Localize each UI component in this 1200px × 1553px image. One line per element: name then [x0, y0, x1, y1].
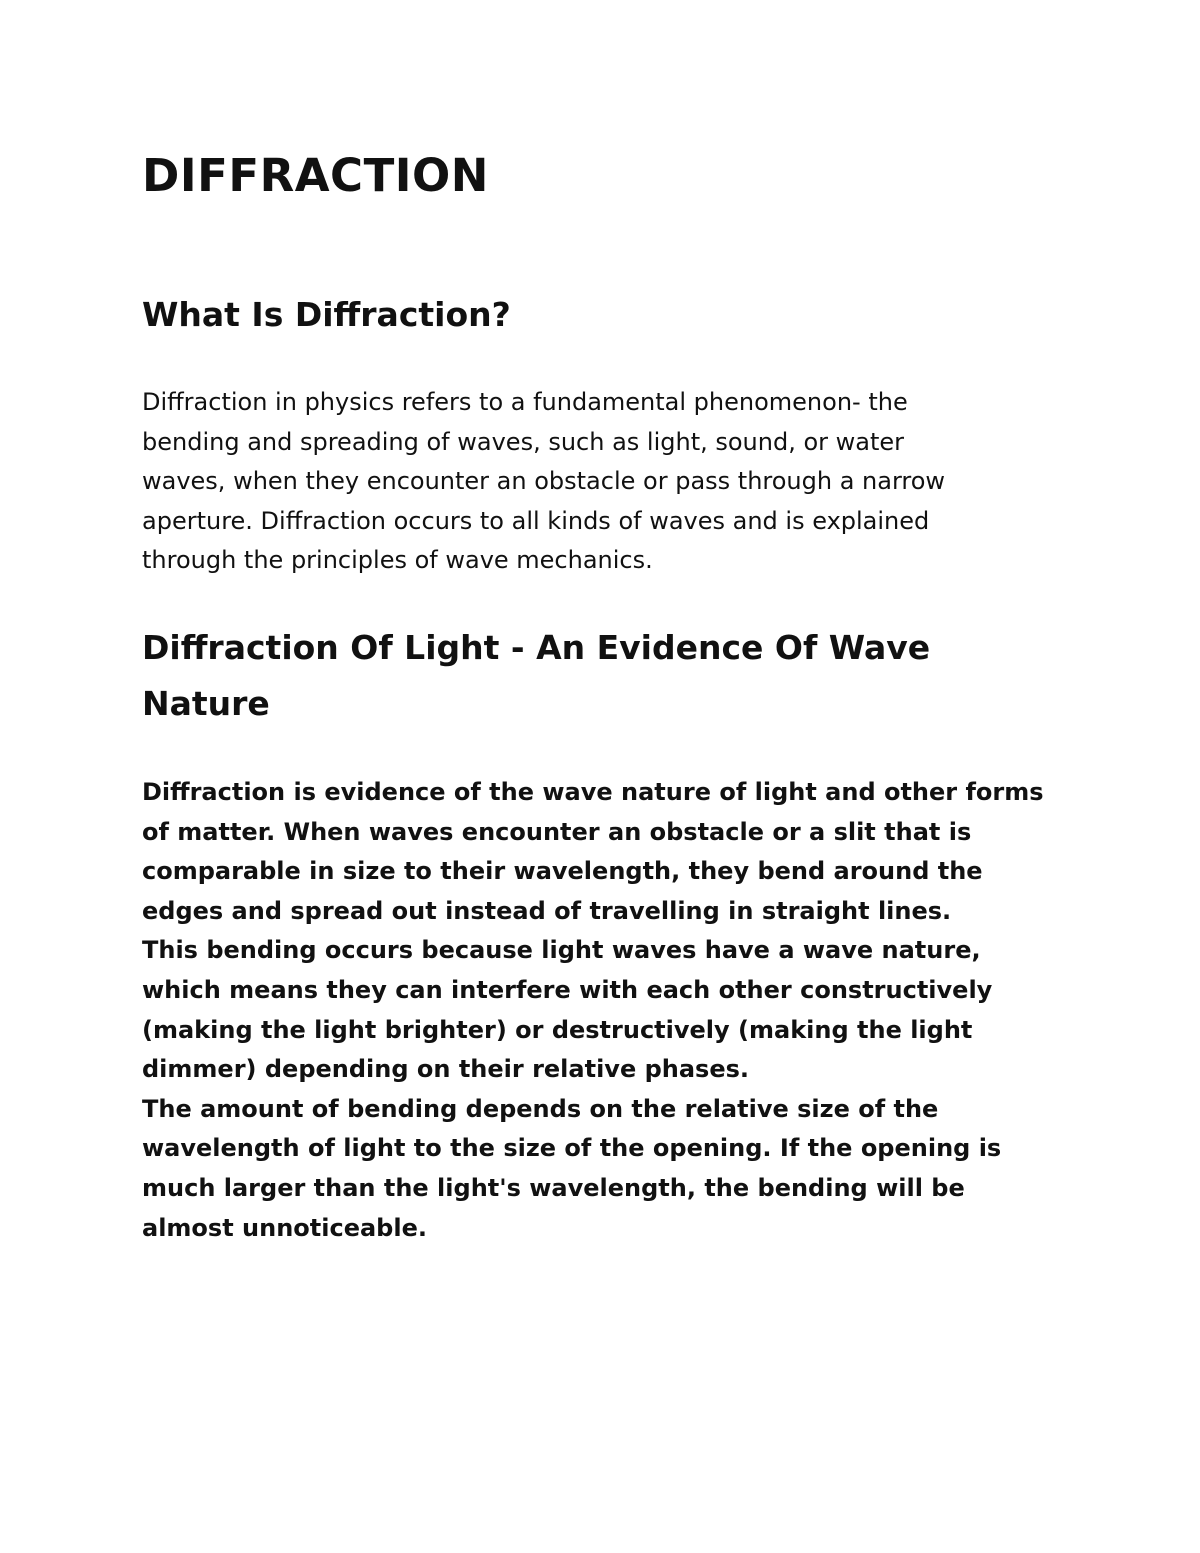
section-heading-what-is-diffraction: What Is Diffraction? [142, 295, 511, 334]
section-paragraph-diffraction-of-light: Diffraction is evidence of the wave nature of light and other forms of matter. When waves encounter an obstacle or a slit that is comparable in size to their wavelength, they bend around the edges and spread out instead of travelling in straight lines. This bending occurs because light waves have a wave nature, which means they can interfere with each other constructively (making the light brighter) or destructively (making the light dimmer) depending on their relative phases. The amount of bending depends on the relative size of the wavelength of light to the size of the opening. If the opening is much larger than the light's wavelength, the bending will be almost unnoticeable. [142, 778, 1044, 1242]
section-paragraph-what-is-diffraction: Diffraction in physics refers to a fundamental phenomenon- the bending and spreading of waves, such as light, sound, or water waves, when they encounter an obstacle or pass through a narrow aperture. Diffraction occurs to all kinds of waves and is explained through the principles of wave mechanics. [142, 388, 946, 575]
section-heading-diffraction-of-light: Diffraction Of Light - An Evidence Of Wave Nature [142, 628, 931, 723]
document-title: DIFFRACTION [142, 149, 489, 202]
